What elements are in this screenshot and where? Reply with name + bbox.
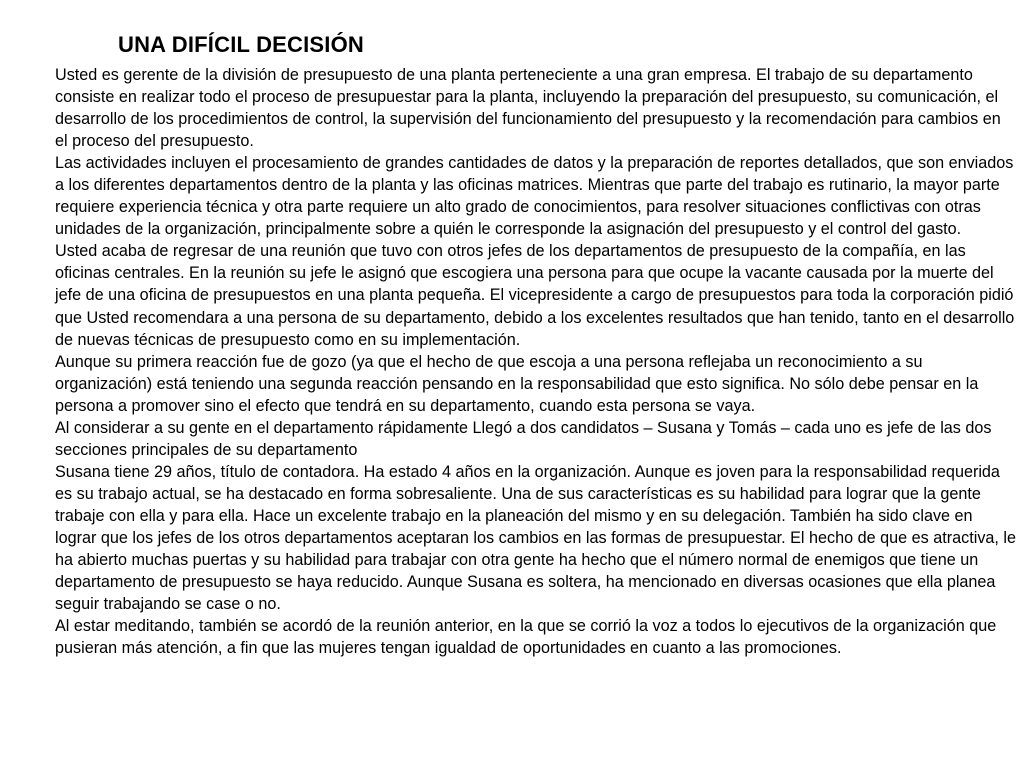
paragraph-candidates: Al considerar a su gente en el departamento rápidamente Llegó a dos candidatos – Susana y Tomás – cada uno es jefe de las dos secciones principales de su departamento: [55, 418, 992, 459]
body-text: [55, 64, 1017, 659]
page-title: UNA DIFÍCIL DECISIÓN: [118, 32, 365, 57]
paragraph-susana: Susana tiene 29 años, título de contadora. Ha estado 4 años en la organización. Aunque es joven para la responsabilidad requerida es su trabajo actual, se ha destacado en forma sobresaliente. Una de sus características es su habilidad para lograr que la gente trabaje con ella y para ella. Hace un excelente trabajo en la planeación del mismo y en su delegación. También ha sido clave en lograr que los jefes de los otros departamentos aceptaran los cambios en las formas de presupuestar. El hecho de que es atractiva, le ha abierto muchas puertas y su habilidad para trabajar con otra gente ha hecho que el número normal de enemigos que tiene un departamento de presupuesto se haya reducido. Aunque Susana es soltera, ha mencionado en diversas ocasiones que ella planea seguir trabajando se case o no.: [55, 462, 1017, 614]
paragraph-intro: Usted es gerente de la división de presupuesto de una planta perteneciente a una gran empresa. El trabajo de su departamento consiste en realizar todo el proceso de presupuestar para la planta, incluyendo la preparación del presupuesto, su comunicación, el desarrollo de los procedimientos de control, la supervisión del funcionamiento del presupuesto y la recomendación para cambios en el proceso del presupuesto.: [55, 66, 1001, 151]
paragraph-reflection: Al estar meditando, también se acordó de la reunión anterior, en la que se corrió la voz a todos lo ejecutivos de la organización que pusieran más atención, a fin que las mujeres tengan igualdad de oportunidades en cuanto a las promociones.: [55, 617, 997, 658]
paragraph-reaction: Aunque su primera reacción fue de gozo (ya que el hecho de que escoja a una persona reflejaba un reconocimiento a su organización) está teniendo una segunda reacción pensando en la responsabilidad que esto significa. No sólo debe pensar en la persona a promover sino el efecto que tendrá en su departamento, cuando esta persona se vaya.: [55, 352, 979, 415]
paragraph-meeting: Usted acaba de regresar de una reunión que tuvo con otros jefes de los departamentos de presupuesto de la compañía, en las oficinas centrales. En la reunión su jefe le asignó que escogiera una persona para que ocupe la vacante causada por la muerte del jefe de una oficina de presupuestos en una planta pequeña. El vicepresidente a cargo de presupuestos para toda la corporación pidió que Usted recomendara a una persona de su departamento, debido a los excelentes resultados que han tenido, tanto en el desarrollo de nuevas técnicas de presupuesto como en su implementación.: [55, 242, 1015, 349]
paragraph-activities: Las actividades incluyen el procesamiento de grandes cantidades de datos y la preparación de reportes detallados, que son enviados a los diferentes departamentos dentro de la planta y las oficinas matrices. Mientras que parte del trabajo es rutinario, la mayor parte requiere experiencia técnica y otra parte requiere un alto grado de conocimientos, para resolver situaciones conflictivas con otras unidades de la organización, principalmente sobre a quién le corresponde la asignación del presupuesto y el control del gasto.: [55, 154, 1014, 239]
